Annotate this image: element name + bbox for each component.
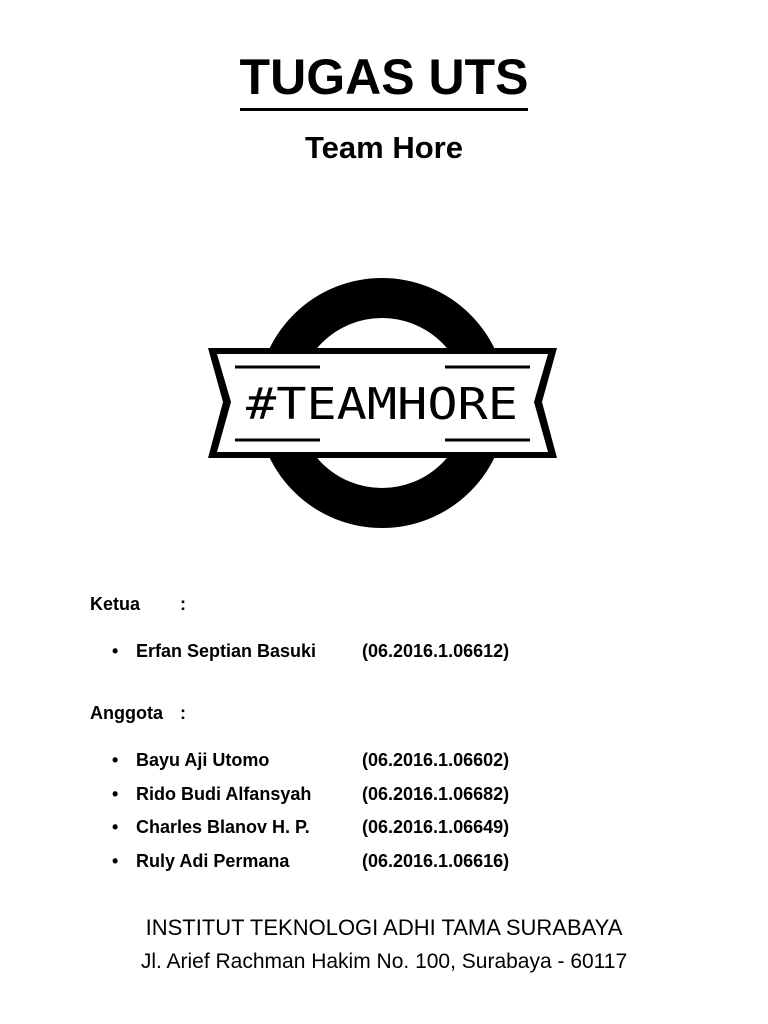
list-item <box>112 748 572 772</box>
document-subtitle: Team Hore <box>305 130 463 165</box>
member-nim: (06.2016.1.06602) <box>362 750 510 770</box>
bullet-icon: • <box>112 817 119 837</box>
bullet-icon: • <box>112 750 119 770</box>
team-label-text: Anggota <box>90 703 163 723</box>
document-title <box>0 49 768 111</box>
institution-address: Jl. Arief Rachman Hakim No. 100, Surabaya - 60117 <box>140 950 628 973</box>
list-item <box>112 782 572 806</box>
list-item <box>112 815 572 839</box>
team-label-colon: : <box>180 703 186 723</box>
leader-label-text: Ketua <box>90 594 141 614</box>
logo-text: #TEAMHORE <box>246 379 518 430</box>
institution-name: INSTITUT TEKNOLOGI ADHI TAMA SURABAYA <box>145 915 623 940</box>
bullet-icon: • <box>112 851 119 871</box>
member-name: Rido Budi Alfansyah <box>136 784 312 804</box>
member-name: Charles Blanov H. P. <box>136 817 310 837</box>
team-label <box>90 703 186 724</box>
member-nim: (06.2016.1.06649) <box>362 817 510 837</box>
member-nim: (06.2016.1.06616) <box>362 851 510 871</box>
document-title-text: TUGAS UTS <box>240 52 529 111</box>
member-name: Ruly Adi Permana <box>136 851 290 871</box>
leader-label-colon: : <box>180 594 186 614</box>
list-item <box>112 849 572 873</box>
member-name: Erfan Septian Basuki <box>136 641 317 661</box>
leader-label <box>90 594 186 615</box>
member-nim: (06.2016.1.06682) <box>362 784 510 804</box>
member-name: Bayu Aji Utomo <box>136 750 270 770</box>
bullet-icon: • <box>112 641 119 661</box>
team-logo <box>205 272 560 534</box>
bullet-icon: • <box>112 784 119 804</box>
member-nim: (06.2016.1.06612) <box>362 641 510 661</box>
list-item <box>112 639 572 663</box>
